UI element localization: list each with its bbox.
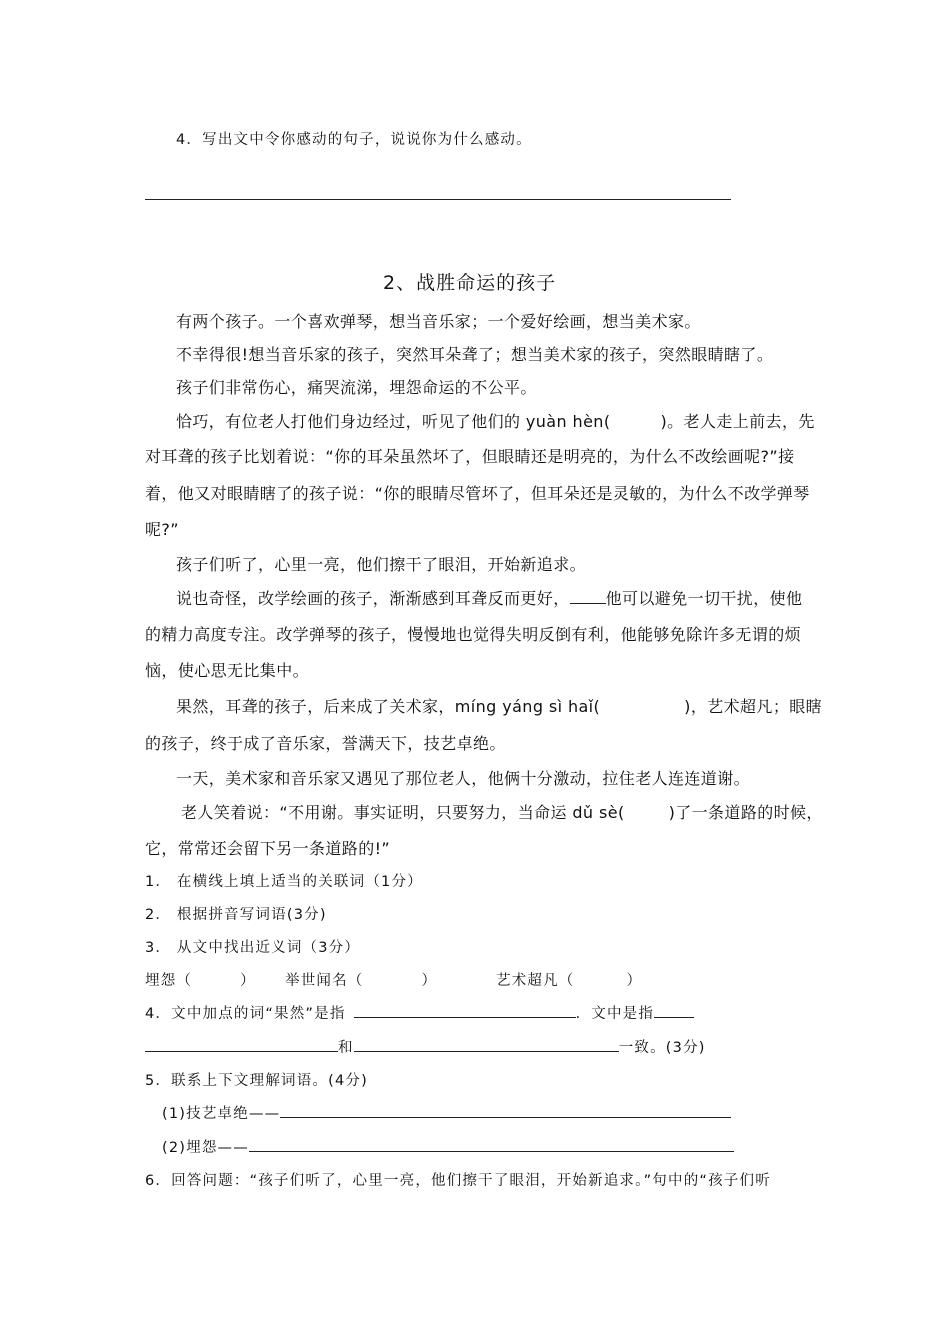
question-4-top: 4．写出文中令你感动的句子，说说你为什么感动。 <box>176 132 532 148</box>
paragraph-6-text-a: 说也奇怪，改学绘画的孩子，渐渐感到耳聋反而更好， <box>176 589 570 608</box>
question-5-item-1 <box>162 1102 731 1123</box>
question-4-line-2 <box>145 1036 706 1057</box>
question-4-blank-4[interactable] <box>354 1037 619 1052</box>
blank-conjunction[interactable] <box>570 589 606 604</box>
question-4-blank-1[interactable] <box>354 1003 576 1018</box>
paragraph-6-line-1 <box>176 586 802 609</box>
paragraph-6-line-3: 恼，使心思无比集中。 <box>145 661 310 680</box>
synonym-jushiwenming-label: 举世闻名（ <box>285 973 364 989</box>
question-5-item-1-label: (1)技艺卓绝—— <box>162 1106 281 1122</box>
paragraph-2: 不幸得很!想当音乐家的孩子，突然耳朵聋了；想当美术家的孩子，突然眼睛瞎了。 <box>176 345 774 364</box>
synonym-maiyuan <box>145 969 256 990</box>
paragraph-4-text-b: )。老人走上前去，先 <box>660 412 815 431</box>
paragraph-4-line-3: 着，他又对眼睛瞎了的孩子说：“你的眼睛尽管坏了，但耳朵还是灵敏的，为什么不改学弹琴 <box>145 484 810 503</box>
question-2: 2． 根据拼音写词语(3分) <box>145 907 327 923</box>
question-5-item-2 <box>162 1136 734 1157</box>
paragraph-5: 孩子们听了，心里一亮，他们擦干了眼泪，开始新追求。 <box>176 555 587 574</box>
question-5-item-2-label: (2)埋怨—— <box>162 1140 249 1156</box>
question-6: 6．回答问题：“孩子们听了，心里一亮，他们擦干了眼泪，开始新追求。”句中的“孩子们听 <box>145 1173 771 1189</box>
question-4-end: 一致。(3分) <box>618 1040 706 1056</box>
question-4-text-b: ．文中是指 <box>575 1006 655 1022</box>
paragraph-6-line-2: 的精力高度专注。改学弹琴的孩子，慢慢地也觉得失明反倒有利，他能够免除许多无谓的烦 <box>145 625 802 644</box>
answer-line <box>145 199 731 200</box>
question-5-item-2-blank[interactable] <box>249 1137 734 1152</box>
synonym-maiyuan-close: ） <box>240 973 256 989</box>
question-5: 5．联系上下文理解词语。(4分) <box>145 1073 368 1089</box>
question-4-text-a: 4．文中加点的词“果然”是指 <box>145 1006 346 1022</box>
synonym-jushiwenming-close: ） <box>421 973 438 989</box>
paragraph-4-line-4: 呢?” <box>145 520 179 539</box>
passage-title: 2、战胜命运的孩子 <box>383 272 557 294</box>
question-3: 3． 从文中找出近义词（3分） <box>145 940 361 956</box>
paragraph-9-text-a: 老人笑着说：“不用谢。事实证明，只要努力，当命运 dǔ sè( <box>181 803 625 822</box>
paragraph-1: 有两个孩子。一个喜欢弹琴，想当音乐家；一个爱好绘画，想当美术家。 <box>176 312 701 331</box>
paragraph-4-text-a: 恰巧，有位老人打他们身边经过，听见了他们的 yuàn hèn( <box>176 412 611 431</box>
synonym-maiyuan-label: 埋怨（ <box>145 973 193 989</box>
paragraph-4-line-1 <box>176 409 815 432</box>
synonym-yishuchaofan-label: 艺术超凡（ <box>496 973 575 989</box>
question-4-blank-3[interactable] <box>145 1037 338 1052</box>
question-1: 1． 在横线上填上适当的关联词（1分） <box>145 874 423 890</box>
question-4-blank-2[interactable] <box>654 1003 694 1018</box>
paragraph-7-line-1 <box>176 694 822 717</box>
paragraph-9-text-b: )了一条道路的时候， <box>668 803 823 822</box>
paragraph-8: 一天，美术家和音乐家又遇见了那位老人，他俩十分激动，拉住老人连连道谢。 <box>176 769 751 788</box>
paragraph-9-line-2: 它，常常还会留下另一条道路的!” <box>145 839 391 858</box>
paragraph-4-line-2: 对耳聋的孩子比划着说：“你的耳朵虽然坏了，但眼睛还是明亮的，为什么不改绘画呢?”接 <box>145 447 795 466</box>
question-5-item-1-blank[interactable] <box>280 1103 731 1118</box>
paragraph-9-line-1 <box>181 800 823 823</box>
paragraph-3: 孩子们非常伤心，痛哭流涕，埋怨命运的不公平。 <box>176 378 537 397</box>
synonym-yishuchaofan-close: ） <box>626 973 643 989</box>
question-4-and: 和 <box>338 1040 354 1056</box>
paragraph-6-text-b: 他可以避免一切干扰，使他 <box>605 589 803 608</box>
question-4-line-1 <box>145 1002 694 1023</box>
paragraph-7-text-b: )，艺术超凡；眼瞎 <box>684 697 823 716</box>
paragraph-7-line-2: 的孩子，终于成了音乐家，誉满天下，技艺卓绝。 <box>145 734 506 753</box>
synonym-yishuchaofan <box>496 969 642 990</box>
paragraph-7-text-a: 果然，耳聋的孩子，后来成了关术家，míng yáng sì haǐ( <box>176 697 601 716</box>
synonym-jushiwenming <box>285 969 437 990</box>
